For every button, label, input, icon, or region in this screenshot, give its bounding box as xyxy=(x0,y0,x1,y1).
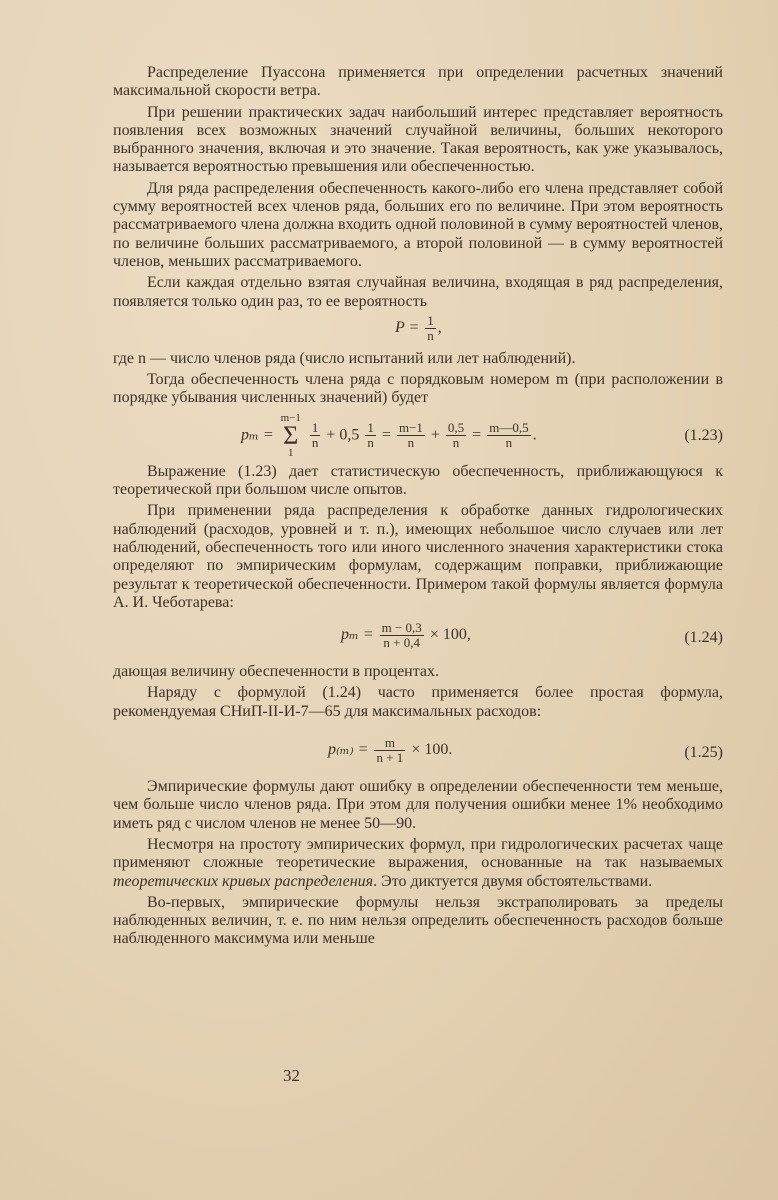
text-column xyxy=(113,64,723,952)
paragraph: Если каждая отдельно взятая случайная величина, входящая в ряд распределения, появляется только один раз, то ее вероятность xyxy=(113,274,723,310)
paragraph: При применении ряда распределения к обработке данных гидрологических наблюдений (расходов, уровней и т. п.), имеющих небольшое число случаев или лет наблюдений, обеспеченность того или иного численного значения характеристики стока определяют по эмпирическим формулам, содержащим поправки, приближающие результат к теоретической обеспеченности. Примером такой формулы является формула А. И. Чеботарева: xyxy=(113,502,723,611)
equation-number: (1.23) xyxy=(684,426,723,444)
formula-1-23 xyxy=(113,411,723,463)
denominator: n + 1 xyxy=(376,750,404,766)
paragraph: Во-первых, эмпирические формулы нельзя экстраполировать за пределы наблюденных величин, т. е. по ним нельзя определить обеспеченность расходов больше наблюденного максимума или меньше xyxy=(113,893,723,948)
numerator: m—0,5 xyxy=(489,420,529,436)
equation-number: (1.24) xyxy=(684,629,723,647)
formula-lhs: p₍ₘ₎ = xyxy=(328,741,369,759)
denominator: n xyxy=(311,435,319,451)
formula-lhs: pₘ = xyxy=(341,626,374,644)
fraction xyxy=(425,314,436,343)
denominator: n xyxy=(407,435,415,451)
paragraph-text: . Это диктуется двумя обстоятельствами. xyxy=(373,872,653,890)
formula-tail: × 100. xyxy=(411,741,453,759)
denominator: n xyxy=(505,435,513,451)
plus-sign: + xyxy=(430,426,440,444)
sum-lower: 1 xyxy=(287,446,294,459)
fraction xyxy=(365,421,376,450)
sigma-sign: Σ xyxy=(283,420,299,450)
fraction xyxy=(487,421,530,450)
formula-term: + 0,5 xyxy=(326,426,360,444)
paragraph xyxy=(113,836,723,891)
paragraph: Для ряда распределения обеспеченность какого-либо его члена представляет собой сумму вероятностей всех членов ряда, больших его по величине. При этом вероятность рассматриваемого члена должна входить одной половиной в сумму вероятностей членов, по величине больших рассматриваемого, а второй половиной — в сумму вероятностей членов, меньших рассматриваемого. xyxy=(113,179,723,270)
formula-lhs: P = xyxy=(395,319,420,337)
formula-tail: × 100, xyxy=(429,626,471,644)
sum-upper: m−1 xyxy=(280,411,301,424)
paragraph: Распределение Пуассона применяется при определении расчетных значений максимальной скорости ветра. xyxy=(113,64,723,100)
numerator: 1 xyxy=(427,312,434,328)
formula-probability xyxy=(113,314,723,350)
formula-lhs: pₘ = xyxy=(241,426,274,444)
paragraph: Эмпирические формулы дают ошибку в определении обеспеченности тем меньше, чем больше число членов ряда. При этом для получения ошибки менее 1% необходимо иметь ряд с числом членов не менее 50—90. xyxy=(113,778,723,832)
denominator: n xyxy=(452,435,460,451)
fraction xyxy=(446,421,466,450)
paragraph: При решении практических задач наибольший интерес представляет вероятность появления всех возможных значений случайной величины, больших некоторого выбранного значения, включая и это значение. Такая вероятность, как уже указывалось, называется вероятностью превышения или обеспеченностью. xyxy=(113,103,723,176)
fraction xyxy=(380,621,424,650)
numerator: 1 xyxy=(311,420,319,436)
formula-1-25 xyxy=(113,724,723,778)
formula-tail: . xyxy=(532,426,537,444)
paragraph: где n — число членов ряда (число испытаний или лет наблюдений). xyxy=(113,349,576,367)
fraction xyxy=(374,736,405,765)
equation-number: (1.25) xyxy=(684,744,723,762)
paragraph-text: Несмотря на простоту эмпирических формул, при гидрологических расчетах чаще применяют сложные теоретические выражения, основанные на так называемых xyxy=(113,835,723,872)
paragraph: Наряду с формулой (1.24) часто применяется более простая формула, рекомендуемая СНиП-II-И-7—65 для максимальных расходов: xyxy=(113,684,723,720)
sum-operator xyxy=(281,413,301,459)
denominator: n xyxy=(427,327,434,343)
italic-term: теоретических кривых распределения xyxy=(113,872,374,890)
paragraph: дающая величину обеспеченности в процентах. xyxy=(113,663,440,681)
denominator: n xyxy=(367,435,374,451)
formula-1-24 xyxy=(113,615,723,663)
formula-tail: , xyxy=(437,319,442,337)
page-number: 32 xyxy=(283,1066,300,1085)
fraction xyxy=(397,421,425,450)
numerator: 1 xyxy=(367,420,374,436)
fraction xyxy=(310,421,321,450)
denominator: n + 0,4 xyxy=(383,635,420,651)
paragraph: Тогда обеспеченность члена ряда с порядковым номером m (при расположении в порядке убывания численных значений) будет xyxy=(113,371,723,407)
equals-sign: = xyxy=(472,426,482,444)
equals-sign: = xyxy=(381,426,391,444)
numerator: m − 0,3 xyxy=(381,620,422,636)
numerator: m xyxy=(374,736,405,751)
numerator: m−1 xyxy=(398,420,423,436)
paragraph: Выражение (1.23) дает статистическую обеспеченность, приближающуюся к теоретической при большом числе опытов. xyxy=(113,462,723,499)
numerator: 0,5 xyxy=(447,420,465,436)
